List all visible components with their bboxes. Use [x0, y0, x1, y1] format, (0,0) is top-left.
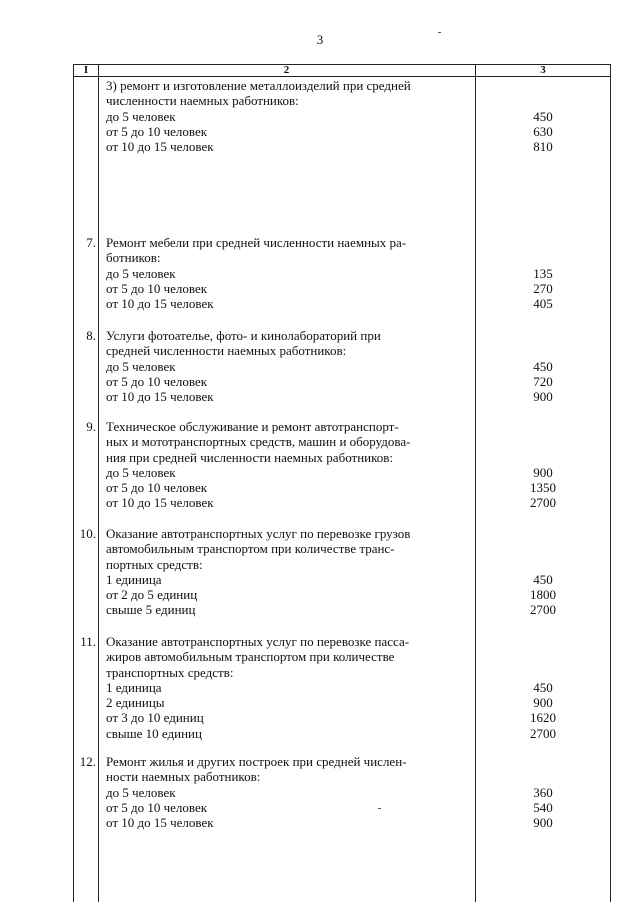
item-value: 900 — [533, 695, 553, 711]
row-description — [106, 78, 466, 154]
item-value: 2700 — [530, 495, 556, 511]
item-value: 1620 — [530, 710, 556, 726]
item-label: от 10 до 15 человек — [106, 815, 214, 831]
item-value: 360 — [533, 784, 553, 800]
description-line: численности наемных работников: — [106, 93, 299, 109]
value-spacer — [476, 634, 610, 649]
description-line: ности наемных работников: — [106, 769, 261, 785]
item-value: 270 — [533, 280, 553, 296]
description-line: автомобильным транспортом при количестве транс- — [106, 541, 395, 557]
value-spacer — [476, 665, 610, 680]
item-label: 1 единица — [106, 571, 162, 587]
description-line: Оказание автотранспортных услуг по перевозке грузов — [106, 526, 411, 541]
page-number: 3 — [316, 32, 324, 47]
item-value: 630 — [533, 123, 553, 139]
header-col-1: I — [83, 64, 89, 76]
item-value: 810 — [533, 139, 553, 155]
row-description — [106, 526, 466, 618]
item-label: от 10 до 15 человек — [106, 495, 214, 511]
value-spacer — [476, 328, 610, 343]
item-label: свыше 10 единиц — [106, 725, 202, 741]
item-value: 405 — [533, 296, 553, 312]
header-bottom-border — [74, 76, 610, 77]
row-number: 7. — [86, 235, 96, 250]
item-label: от 5 до 10 человек — [106, 480, 208, 496]
description-line: 3) ремонт и изготовление металлоизделий при средней — [106, 78, 411, 93]
value-spacer — [476, 235, 610, 250]
item-value: 2700 — [530, 602, 556, 618]
row-values — [476, 235, 610, 311]
item-value: 450 — [533, 571, 553, 587]
value-spacer — [476, 557, 610, 572]
row-description — [106, 754, 466, 830]
item-label: от 5 до 10 человек — [106, 373, 208, 389]
description-line: портных средств: — [106, 556, 203, 572]
item-label: до 5 человек — [106, 784, 176, 800]
description-line: Услуги фотоателье, фото- и кинолабораторий при — [106, 328, 381, 343]
description-line: транспортных средств: — [106, 664, 234, 680]
item-label: до 5 человек — [106, 108, 176, 124]
row-description — [106, 235, 466, 311]
row-values — [476, 419, 610, 511]
value-spacer — [476, 434, 610, 449]
item-value: 1800 — [530, 587, 556, 603]
item-value: 900 — [533, 464, 553, 480]
value-spacer — [476, 93, 610, 108]
item-label: от 10 до 15 человек — [106, 296, 214, 312]
column-divider-1 — [98, 64, 99, 902]
item-label: от 10 до 15 человек — [106, 389, 214, 405]
description-line: ния при средней численности наемных работников: — [106, 449, 394, 465]
header-col-3: 3 — [540, 64, 546, 76]
value-spacer — [476, 526, 610, 541]
description-line: Ремонт жилья и других построек при средней числен- — [106, 754, 407, 769]
row-values — [476, 754, 610, 830]
value-spacer — [476, 78, 610, 93]
value-spacer — [476, 754, 610, 769]
row-values — [476, 526, 610, 618]
value-spacer — [476, 541, 610, 556]
description-line: средней численности наемных работников: — [106, 343, 347, 359]
row-number: 11. — [80, 634, 96, 649]
item-value: 1350 — [530, 480, 556, 496]
item-value: 720 — [533, 373, 553, 389]
item-value: 450 — [533, 108, 553, 124]
value-spacer — [476, 419, 610, 434]
tariff-table — [73, 64, 611, 902]
description-line: Техническое обслуживание и ремонт автотранспорт- — [106, 419, 399, 434]
item-label: от 3 до 10 единиц — [106, 710, 204, 726]
value-spacer — [476, 450, 610, 465]
item-label: от 5 до 10 человек — [106, 799, 208, 815]
item-label: от 5 до 10 человек — [106, 280, 208, 296]
item-label: от 5 до 10 человек — [106, 123, 208, 139]
item-value: 900 — [533, 815, 553, 831]
row-description — [106, 634, 466, 741]
description-line: ботников: — [106, 250, 161, 266]
scan-speck — [438, 32, 441, 33]
item-label: до 5 человек — [106, 358, 176, 374]
value-spacer — [476, 250, 610, 265]
item-label: до 5 человек — [106, 464, 176, 480]
item-label: от 2 до 5 единиц — [106, 587, 198, 603]
row-number: 8. — [86, 328, 96, 343]
row-description — [106, 419, 466, 511]
item-value: 2700 — [530, 725, 556, 741]
description-line: ных и мототранспортных средств, машин и оборудова- — [106, 434, 411, 450]
value-spacer — [476, 343, 610, 358]
header-col-2: 2 — [283, 64, 290, 76]
item-value: 900 — [533, 389, 553, 405]
item-label: 1 единица — [106, 679, 162, 695]
row-values — [476, 634, 610, 741]
item-value: 540 — [533, 799, 553, 815]
item-value: 450 — [533, 358, 553, 374]
value-spacer — [476, 769, 610, 784]
row-values — [476, 328, 610, 404]
value-spacer — [476, 649, 610, 664]
item-label: до 5 человек — [106, 265, 176, 281]
item-label: 2 единицы — [106, 695, 165, 711]
description-line: жиров автомобильным транспортом при количестве — [106, 649, 395, 665]
item-value: 135 — [533, 265, 553, 281]
row-number: 12. — [79, 754, 96, 769]
description-line: Оказание автотранспортных услуг по перевозке пасса- — [106, 634, 410, 649]
description-line: Ремонт мебели при средней численности наемных ра- — [106, 235, 407, 250]
scan-speck — [378, 808, 381, 809]
row-number: 9. — [86, 419, 96, 434]
item-label: от 10 до 15 человек — [106, 139, 214, 155]
row-values — [476, 78, 610, 154]
row-description — [106, 328, 466, 404]
row-number: 10. — [79, 526, 96, 541]
item-label: свыше 5 единиц — [106, 602, 196, 618]
item-value: 450 — [533, 679, 553, 695]
